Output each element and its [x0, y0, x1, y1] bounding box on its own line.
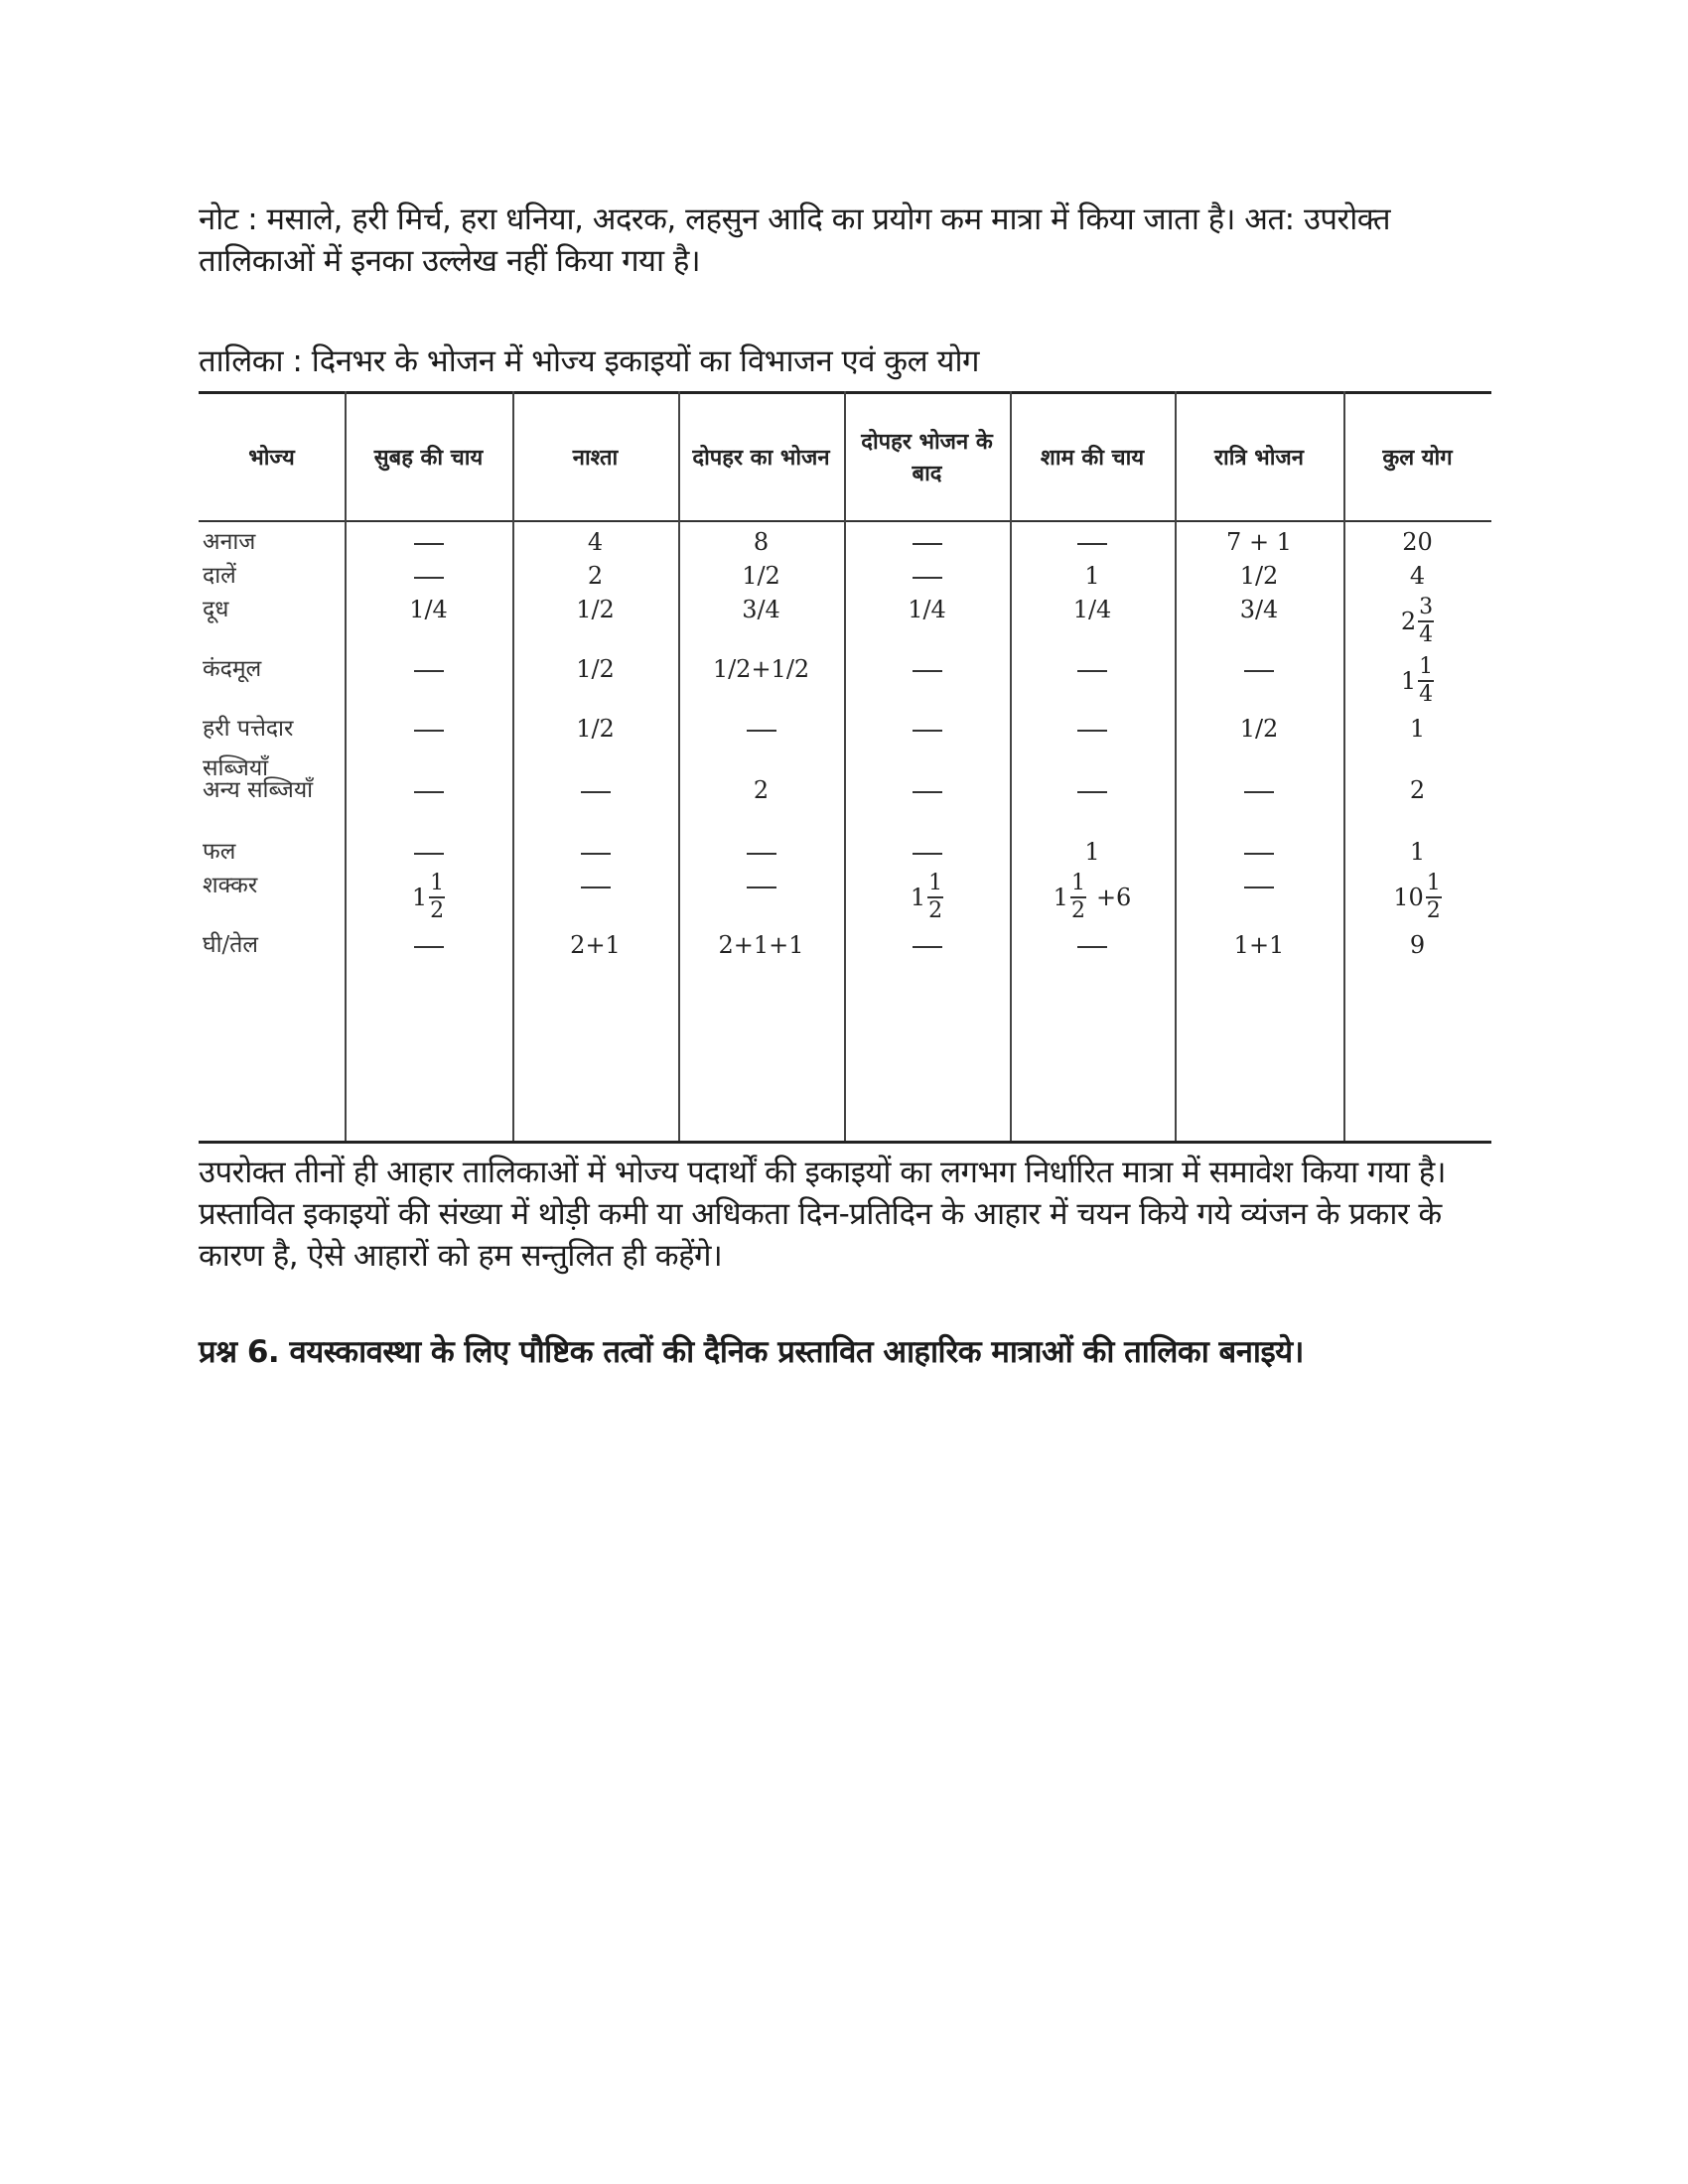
row-label-food: कंदमूल [203, 656, 262, 682]
summary-paragraph: उपरोक्त तीनों ही आहार तालिकाओं में भोज्य पदार्थों की इकाइयों का लगभग निर्धारित मात्रा में समावेश किया गया है। प्रस्तावित इकाइयों की संख्या में थोड़ी कमी या अधिकता दिन-प्रतिदिन के आहार में चयन किये गये व्यंजन के प्रकार के कारण है, ऐसे आहारों को हम सन्तुलित ही कहेंगे। [199, 1155, 1446, 1274]
table-cell [1010, 775, 1175, 805]
row-label-food: फल [203, 839, 236, 865]
table-cell [512, 775, 678, 805]
table-cell: 1/2 [576, 715, 615, 743]
table-cell: 2 [753, 776, 770, 804]
table-cell: 9 [1409, 931, 1426, 959]
empty-dash [414, 543, 444, 545]
empty-dash [913, 853, 942, 855]
empty-dash [581, 791, 611, 793]
table-cell: 2+1+1 [718, 931, 804, 959]
table-cell: 1/2 [1239, 562, 1279, 590]
empty-dash [913, 730, 942, 732]
table-cell: 1 1 2 [910, 871, 943, 923]
empty-dash [1244, 791, 1274, 793]
empty-dash [747, 853, 776, 855]
row-label-food: दालें [203, 563, 236, 589]
table-cell: 3/4 [742, 596, 780, 623]
table-cell: 1 1 4 [1400, 654, 1434, 707]
table-cell: 4 [1409, 562, 1426, 590]
table-cell [678, 714, 844, 744]
column-header: रात्रि भोजन [1214, 444, 1304, 471]
empty-dash [913, 577, 942, 579]
table-cell: 1/2+1/2 [712, 655, 810, 683]
column-header: शाम की चाय [1040, 444, 1145, 471]
table-cell [345, 714, 512, 744]
table-cell: 4 [587, 528, 604, 556]
table-cell [512, 871, 678, 900]
column-header: दोपहर का भोजन [692, 444, 830, 471]
table-cell [345, 561, 512, 591]
table-cell: 1 [1409, 838, 1426, 866]
empty-dash [414, 577, 444, 579]
column-header: सुबह की चाय [373, 444, 484, 471]
column-header: कुल योग [1382, 444, 1453, 471]
empty-dash [414, 791, 444, 793]
table-cell: 1+1 [1233, 931, 1285, 959]
table-cell [345, 654, 512, 684]
table-cell [678, 871, 844, 900]
note-paragraph: नोट : मसाले, हरी मिर्च, हरा धनिया, अदरक, लहसुन आदि का प्रयोग कम मात्रा में किया जाता है। अत: उपरोक्त तालिकाओं में इनका उल्लेख नहीं किया गया है। [199, 202, 1391, 279]
table-cell: 1/4 [409, 596, 448, 623]
empty-dash [581, 853, 611, 855]
empty-dash [913, 946, 942, 948]
table-cell [1010, 930, 1175, 960]
table-cell: 1/4 [1072, 596, 1112, 623]
table-cell [1010, 527, 1175, 557]
column-header: दोपहर भोजन के बाद [861, 428, 993, 486]
table-cell: 10 1 2 [1393, 871, 1441, 923]
empty-dash [1244, 670, 1274, 672]
row-label-food: अनाज [203, 529, 256, 555]
table-cell: 1 1 2 [411, 871, 445, 923]
table-cell: 2 3 4 [1400, 595, 1434, 647]
table-cell: 1/4 [908, 596, 946, 623]
table-cell: 3/4 [1239, 596, 1279, 623]
table-cell: 2 [587, 562, 604, 590]
table-cell [1175, 775, 1343, 805]
empty-dash [747, 887, 776, 888]
table-cell [1175, 654, 1343, 684]
table-cell: 1/2 [576, 655, 615, 683]
empty-dash [913, 543, 942, 545]
empty-dash [913, 670, 942, 672]
table-cell: 8 [753, 528, 770, 556]
table-cell [844, 561, 1010, 591]
empty-dash [1077, 543, 1107, 545]
table-bottom-rule [199, 1141, 1491, 1144]
table-cell [844, 714, 1010, 744]
empty-dash [1244, 853, 1274, 855]
empty-dash [581, 887, 611, 888]
empty-dash [747, 730, 776, 732]
empty-dash [913, 791, 942, 793]
row-label-food: शक्कर [203, 873, 258, 898]
table-cell: 1/2 [1239, 715, 1279, 743]
empty-dash [414, 670, 444, 672]
column-header: भोज्य [248, 444, 295, 471]
row-label-food: घी/तेल [203, 932, 259, 958]
table-cell [1175, 871, 1343, 900]
empty-dash [414, 730, 444, 732]
table-cell [678, 837, 844, 867]
table-cell [345, 837, 512, 867]
empty-dash [414, 853, 444, 855]
table-cell [1010, 654, 1175, 684]
table-cell [345, 527, 512, 557]
question-heading: प्रश्न 6. वयस्कावस्था के लिए पौष्टिक तत्वों की दैनिक प्रस्तावित आहारिक मात्राओं की तालिका बनाइये। [199, 1334, 1304, 1370]
table-caption: तालिका : दिनभर के भोजन में भोज्य इकाइयों का विभाजन एवं कुल योग [199, 343, 979, 379]
table-cell: 1/2 [576, 596, 615, 623]
table-cell [1175, 837, 1343, 867]
table-cell [844, 527, 1010, 557]
row-label-food: अन्य सब्जियाँ [203, 777, 314, 803]
empty-dash [1077, 791, 1107, 793]
table-cell: 20 [1402, 528, 1433, 556]
table-cell [345, 930, 512, 960]
empty-dash [414, 946, 444, 948]
table-cell: 2+1 [570, 931, 621, 959]
table-cell: 7 + 1 [1226, 528, 1292, 556]
table-cell [844, 837, 1010, 867]
empty-dash [1077, 730, 1107, 732]
row-label-food: हरी पत्तेदार सब्जियाँ [203, 716, 294, 781]
table-cell: 1 [1084, 838, 1100, 866]
table-cell [844, 775, 1010, 805]
empty-dash [1077, 946, 1107, 948]
table-cell: 1 [1409, 715, 1426, 743]
table-cell [844, 654, 1010, 684]
table-cell [345, 775, 512, 805]
table-cell [512, 837, 678, 867]
row-label-food: दूध [203, 597, 229, 622]
table-cell: 1 [1084, 562, 1100, 590]
table-cell: 1/2 [742, 562, 780, 590]
table-cell: 1 1 2 +6 [1053, 871, 1132, 923]
empty-dash [1077, 670, 1107, 672]
table-cell [1010, 714, 1175, 744]
table-cell [844, 930, 1010, 960]
column-header: नाश्ता [572, 444, 619, 471]
empty-dash [1244, 887, 1274, 888]
table-cell: 2 [1409, 776, 1426, 804]
